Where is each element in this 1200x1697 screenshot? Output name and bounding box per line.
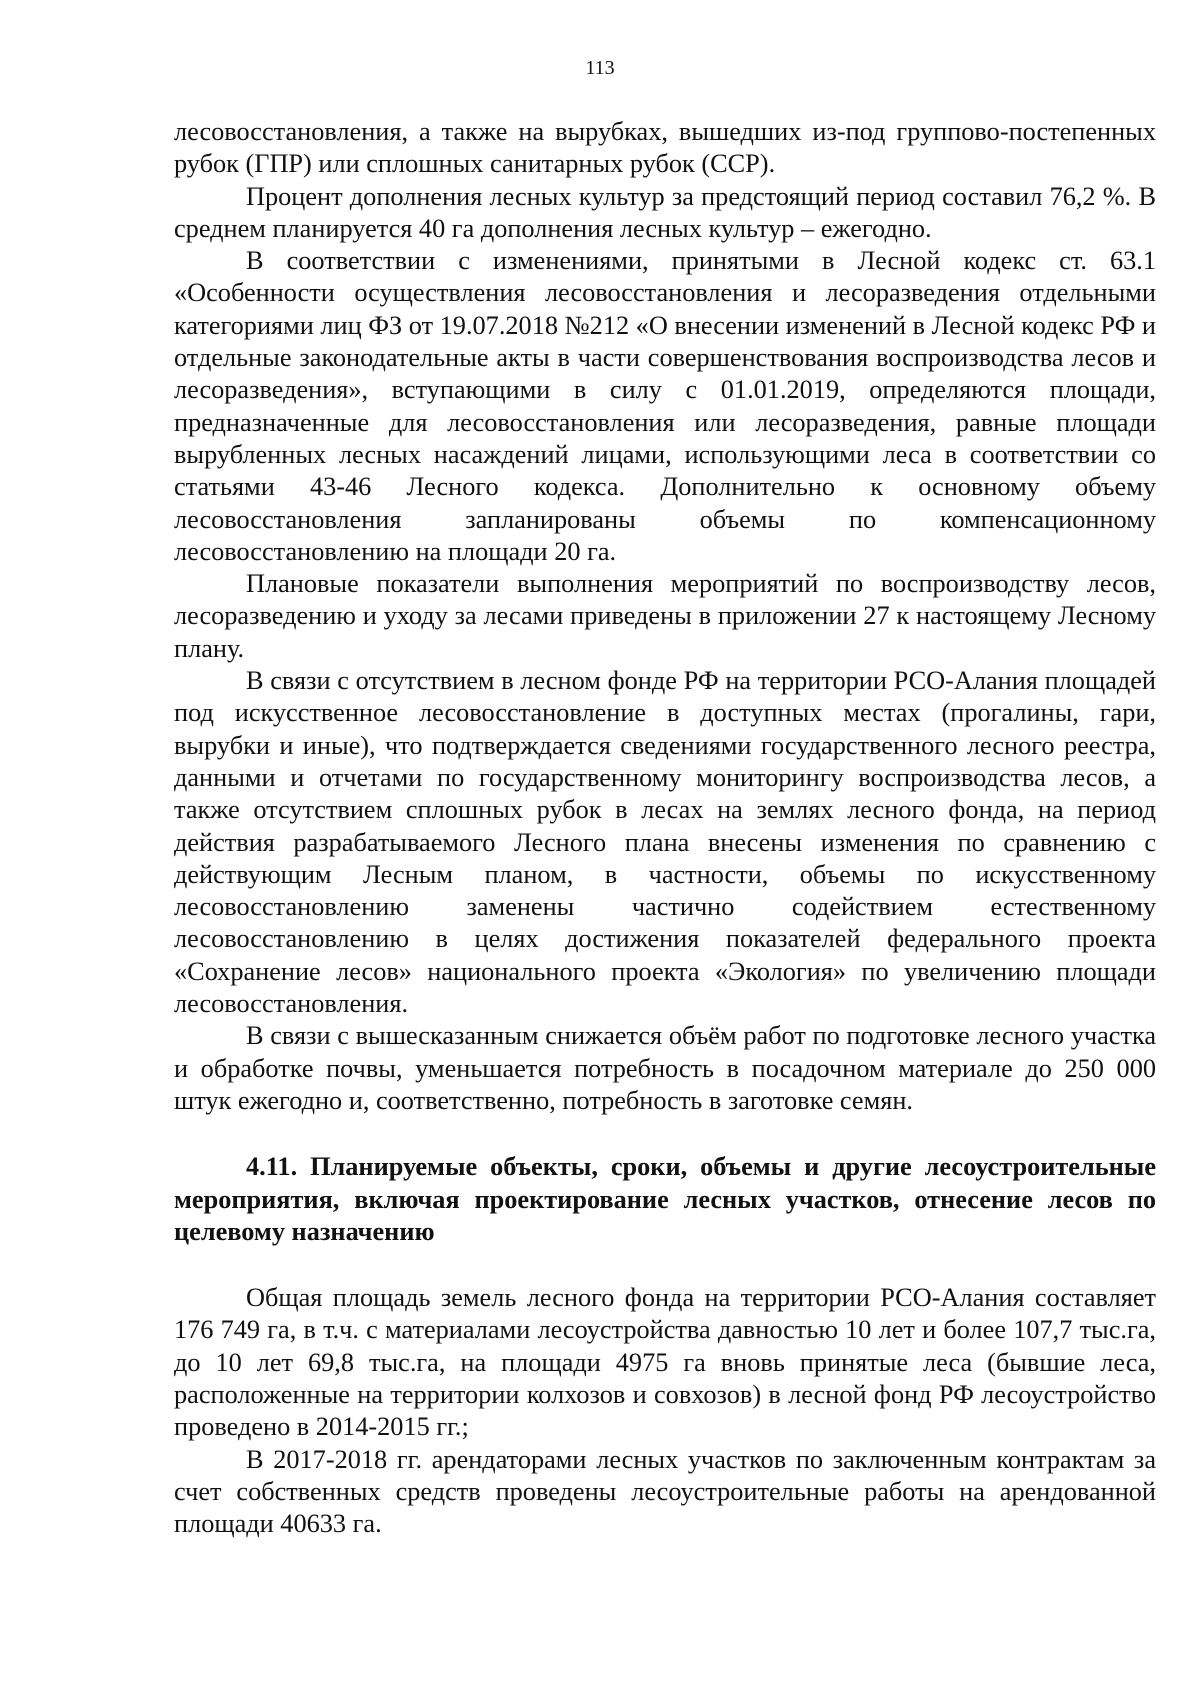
section-heading: 4.11. Планируемые объекты, сроки, объемы и другие лесоустроительные мероприятия, включая проектирование лесных участков, отнесение лесов по целевому назначению: [174, 1152, 1156, 1246]
paragraph: Процент дополнения лесных культур за предстоящий период составил 76,2 %. В среднем планируется 40 га дополнения лесных культур – ежегодно.: [174, 181, 1156, 243]
paragraph: В связи с вышесказанным снижается объём работ по подготовке лесного участка и обработке почвы, уменьшается потребность в посадочном материале до 250 000 штук ежегодно и, соответственно, потребность в заготовке семян.: [174, 1021, 1156, 1115]
document-body: [174, 116, 1156, 1540]
page-number: 113: [585, 57, 615, 79]
paragraph: В 2017-2018 гг. арендаторами лесных участков по заключенным контрактам за счет собственных средств проведены лесоустроительные работы на арендованной площади 40633 га.: [174, 1444, 1156, 1539]
paragraph: В связи с отсутствием в лесном фонде РФ на территории РСО-Алания площадей под искусственное лесовосстановление в доступных местах (прогалины, гари, вырубки и иные), что подтверждается сведениями государственного лесного реестра, данными и отчетами по государственному мониторингу воспроизводства лесов, а также отсутствием сплошных рубок в лесах на землях лесного фонда, на период действия разрабатываемого Лесного плана внесены изменения по сравнению с действующим Лесным планом, в частности, объемы по искусственному лесовосстановлению заменены частично содействием естественному лесовосстановлению в целях достижения показателей федерального проекта «Сохранение лесов» национального проекта «Экология» по увеличению площади лесовосстановления.: [174, 666, 1156, 1019]
paragraph: Плановые показатели выполнения мероприятий по воспроизводству лесов, лесоразведению и уходу за лесами приведены в приложении 27 к настоящему Лесному плану.: [174, 569, 1156, 663]
paragraph: Общая площадь земель лесного фонда на территории РСО-Алания составляет 176 749 га, в т.ч. с материалами лесоустройства давностью 10 лет и более 107,7 тыс.га, до 10 лет 69,8 тыс.га, на площади 4975 га вновь принятые леса (бывшие леса, расположенные на территории колхозов и совхозов) в лесной фонд РФ лесоустройство проведено в 2014-2015 гг.;: [174, 1283, 1156, 1442]
paragraph: В соответствии с изменениями, принятыми в Лесной кодекс ст. 63.1 «Особенности осуществления лесовосстановления и лесоразведения отдельными категориями лиц ФЗ от 19.07.2018 №212 «О внесении изменений в Лесной кодекс РФ и отдельные законодательные акты в части совершенствования воспроизводства лесов и лесоразведения», вступающими в силу с 01.01.2019, определяются площади, предназначенные для лесовосстановления или лесоразведения, равные площади вырубленных лесных насаждений лицами, использующими леса в соответствии со статьями 43-46 Лесного кодекса. Дополнительно к основному объему лесовосстановления запланированы объемы по компенсационному лесовосстановлению на площади 20 га.: [174, 246, 1156, 566]
paragraph: лесовосстановления, а также на вырубках, вышедших из-под группово-постепенных рубок (ГПР) или сплошных санитарных рубок (ССР).: [174, 117, 1156, 179]
